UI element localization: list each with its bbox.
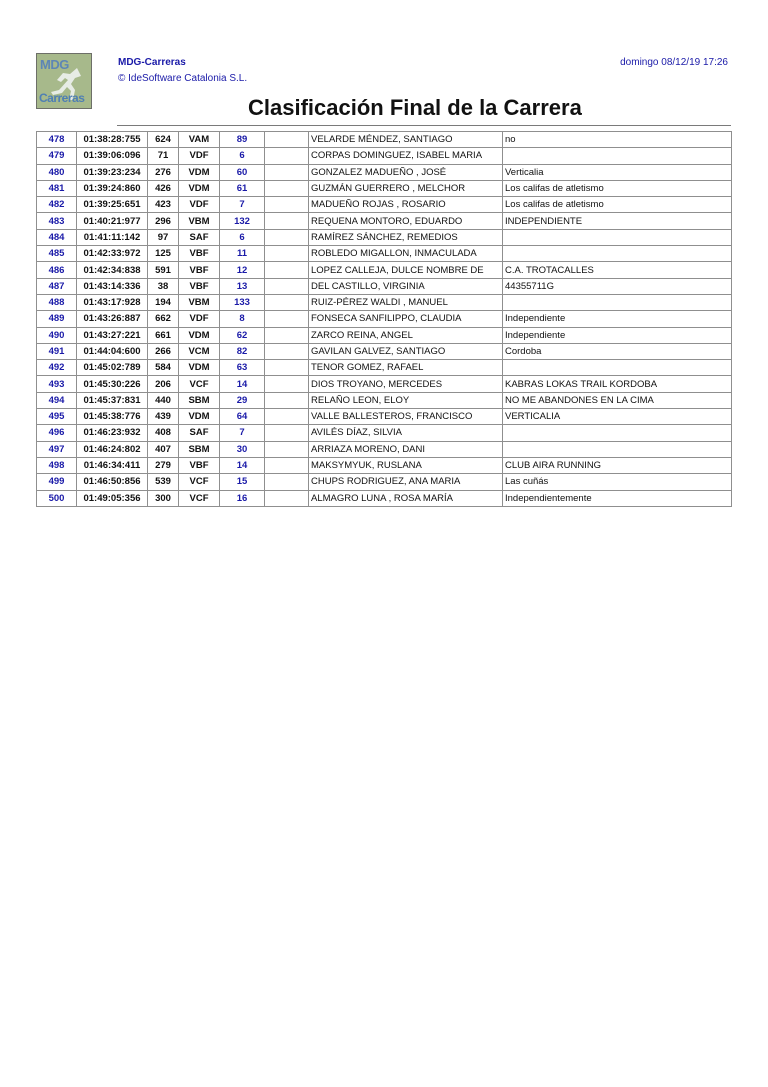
runner-name-cell: GUZMÁN GUERRERO , MELCHOR [309,180,503,196]
position-cell: 492 [37,360,77,376]
bib-number-cell: 194 [148,294,179,310]
runner-name-cell: DEL CASTILLO, VIRGINIA [309,278,503,294]
category-cell: VAM [179,132,220,148]
time-cell: 01:45:38:776 [77,409,148,425]
category-position-cell: 29 [220,392,265,408]
time-cell: 01:43:17:928 [77,294,148,310]
bib-number-cell: 584 [148,360,179,376]
empty-cell [265,262,309,278]
category-cell: SAF [179,425,220,441]
club-cell [503,148,732,164]
table-row [37,409,732,425]
table-row [37,229,732,245]
position-cell: 500 [37,490,77,506]
runner-name-cell: VALLE BALLESTEROS, FRANCISCO [309,409,503,425]
position-cell: 489 [37,311,77,327]
club-cell: VERTICALIA [503,409,732,425]
position-cell: 488 [37,294,77,310]
bib-number-cell: 407 [148,441,179,457]
empty-cell [265,474,309,490]
category-cell: VDM [179,360,220,376]
position-cell: 496 [37,425,77,441]
category-position-cell: 16 [220,490,265,506]
category-cell: VCM [179,343,220,359]
position-cell: 480 [37,164,77,180]
table-row [37,262,732,278]
position-cell: 497 [37,441,77,457]
category-cell: VDF [179,148,220,164]
app-name: MDG-Carreras [118,57,186,68]
time-cell: 01:44:04:600 [77,343,148,359]
time-cell: 01:42:34:838 [77,262,148,278]
position-cell: 484 [37,229,77,245]
position-cell: 482 [37,197,77,213]
club-cell: INDEPENDIENTE [503,213,732,229]
empty-cell [265,294,309,310]
category-position-cell: 6 [220,148,265,164]
category-position-cell: 14 [220,376,265,392]
bib-number-cell: 423 [148,197,179,213]
runner-name-cell: VELARDE MÉNDEZ, SANTIAGO [309,132,503,148]
position-cell: 487 [37,278,77,294]
bib-number-cell: 296 [148,213,179,229]
empty-cell [265,246,309,262]
category-position-cell: 12 [220,262,265,278]
club-cell: CLUB AIRA RUNNING [503,457,732,473]
page-title: Clasificación Final de la Carrera [248,95,582,120]
category-position-cell: 30 [220,441,265,457]
category-position-cell: 60 [220,164,265,180]
report-datetime: domingo 08/12/19 17:26 [620,57,728,68]
time-cell: 01:46:34:411 [77,457,148,473]
category-position-cell: 82 [220,343,265,359]
table-row [37,474,732,490]
bib-number-cell: 591 [148,262,179,278]
category-cell: SAF [179,229,220,245]
position-cell: 491 [37,343,77,359]
category-position-cell: 11 [220,246,265,262]
club-cell: Cordoba [503,343,732,359]
table-row [37,457,732,473]
bib-number-cell: 276 [148,164,179,180]
table-row [37,294,732,310]
category-position-cell: 13 [220,278,265,294]
club-cell [503,360,732,376]
category-position-cell: 89 [220,132,265,148]
position-cell: 495 [37,409,77,425]
runner-name-cell: RUIZ-PÉREZ WALDI , MANUEL [309,294,503,310]
club-cell: 44355711G [503,278,732,294]
empty-cell [265,360,309,376]
position-cell: 494 [37,392,77,408]
empty-cell [265,132,309,148]
runner-name-cell: CHUPS RODRIGUEZ, ANA MARIA [309,474,503,490]
time-cell: 01:43:26:887 [77,311,148,327]
bib-number-cell: 97 [148,229,179,245]
empty-cell [265,441,309,457]
category-position-cell: 132 [220,213,265,229]
empty-cell [265,148,309,164]
category-cell: VDM [179,180,220,196]
bib-number-cell: 279 [148,457,179,473]
copyright: © IdeSoftware Catalonia S.L. [118,73,248,84]
table-row [37,278,732,294]
time-cell: 01:42:33:972 [77,246,148,262]
table-row [37,376,732,392]
table-row [37,360,732,376]
club-cell [503,441,732,457]
table-row [37,148,732,164]
category-cell: VBF [179,246,220,262]
category-cell: VBF [179,262,220,278]
time-cell: 01:46:24:802 [77,441,148,457]
category-cell: VBF [179,278,220,294]
runner-name-cell: DIOS TROYANO, MERCEDES [309,376,503,392]
category-position-cell: 8 [220,311,265,327]
table-row [37,327,732,343]
bib-number-cell: 662 [148,311,179,327]
club-cell: no [503,132,732,148]
category-position-cell: 7 [220,425,265,441]
bib-number-cell: 661 [148,327,179,343]
empty-cell [265,327,309,343]
club-cell: KABRAS LOKAS TRAIL KORDOBA [503,376,732,392]
category-position-cell: 63 [220,360,265,376]
empty-cell [265,409,309,425]
table-row [37,213,732,229]
runner-name-cell: LOPEZ CALLEJA, DULCE NOMBRE DE [309,262,503,278]
empty-cell [265,490,309,506]
runner-name-cell: CORPAS DOMINGUEZ, ISABEL MARIA [309,148,503,164]
empty-cell [265,197,309,213]
runner-name-cell: GAVILAN GALVEZ, SANTIAGO [309,343,503,359]
category-cell: SBM [179,392,220,408]
category-cell: VDM [179,327,220,343]
position-cell: 490 [37,327,77,343]
category-position-cell: 7 [220,197,265,213]
category-cell: VDF [179,197,220,213]
club-cell: Independiente [503,327,732,343]
runner-name-cell: RELAÑO LEON, ELOY [309,392,503,408]
table-row [37,311,732,327]
runner-name-cell: ZARCO REINA, ANGEL [309,327,503,343]
club-cell [503,246,732,262]
bib-number-cell: 206 [148,376,179,392]
bib-number-cell: 440 [148,392,179,408]
category-position-cell: 14 [220,457,265,473]
club-cell: Independiente [503,311,732,327]
empty-cell [265,180,309,196]
category-position-cell: 62 [220,327,265,343]
runner-name-cell: ALMAGRO LUNA , ROSA MARÍA [309,490,503,506]
bib-number-cell: 426 [148,180,179,196]
position-cell: 483 [37,213,77,229]
category-position-cell: 15 [220,474,265,490]
club-cell: Independientemente [503,490,732,506]
time-cell: 01:39:23:234 [77,164,148,180]
category-cell: VBF [179,457,220,473]
club-cell [503,425,732,441]
category-cell: VDM [179,409,220,425]
time-cell: 01:39:24:860 [77,180,148,196]
table-row [37,392,732,408]
bib-number-cell: 38 [148,278,179,294]
time-cell: 01:39:06:096 [77,148,148,164]
category-cell: VBM [179,294,220,310]
club-cell: C.A. TROTACALLES [503,262,732,278]
bib-number-cell: 439 [148,409,179,425]
club-cell: Los califas de atletismo [503,180,732,196]
position-cell: 479 [37,148,77,164]
club-cell: Los califas de atletismo [503,197,732,213]
logo-text-top: MDG [40,57,69,72]
category-position-cell: 61 [220,180,265,196]
runner-name-cell: RAMÍREZ SÁNCHEZ, REMEDIOS [309,229,503,245]
title-divider [117,125,731,126]
bib-number-cell: 266 [148,343,179,359]
time-cell: 01:45:37:831 [77,392,148,408]
empty-cell [265,343,309,359]
category-cell: VCF [179,490,220,506]
empty-cell [265,376,309,392]
bib-number-cell: 125 [148,246,179,262]
runner-name-cell: ROBLEDO MIGALLON, INMACULADA [309,246,503,262]
bib-number-cell: 300 [148,490,179,506]
table-row [37,180,732,196]
time-cell: 01:40:21:977 [77,213,148,229]
empty-cell [265,278,309,294]
table-row [37,441,732,457]
time-cell: 01:49:05:356 [77,490,148,506]
category-cell: VCF [179,474,220,490]
time-cell: 01:41:11:142 [77,229,148,245]
empty-cell [265,392,309,408]
category-cell: VDF [179,311,220,327]
runner-name-cell: GONZALEZ MADUEÑO , JOSÉ [309,164,503,180]
bib-number-cell: 408 [148,425,179,441]
category-position-cell: 64 [220,409,265,425]
empty-cell [265,229,309,245]
logo-text-bottom: Carreras [39,91,85,105]
runner-name-cell: AVILÉS DÍAZ, SILVIA [309,425,503,441]
time-cell: 01:45:30:226 [77,376,148,392]
category-cell: VDM [179,164,220,180]
empty-cell [265,164,309,180]
runner-name-cell: FONSECA SANFILIPPO, CLAUDIA [309,311,503,327]
empty-cell [265,311,309,327]
club-cell [503,229,732,245]
empty-cell [265,457,309,473]
position-cell: 499 [37,474,77,490]
position-cell: 493 [37,376,77,392]
time-cell: 01:38:28:755 [77,132,148,148]
bib-number-cell: 624 [148,132,179,148]
table-row [37,197,732,213]
results-table [36,131,732,507]
runner-name-cell: TENOR GOMEZ, RAFAEL [309,360,503,376]
position-cell: 478 [37,132,77,148]
runner-name-cell: MAKSYMYUK, RUSLANA [309,457,503,473]
time-cell: 01:43:27:221 [77,327,148,343]
category-position-cell: 6 [220,229,265,245]
position-cell: 498 [37,457,77,473]
position-cell: 486 [37,262,77,278]
club-cell: Verticalia [503,164,732,180]
category-position-cell: 133 [220,294,265,310]
category-cell: VBM [179,213,220,229]
empty-cell [265,213,309,229]
table-row [37,343,732,359]
category-cell: VCF [179,376,220,392]
table-row [37,164,732,180]
time-cell: 01:45:02:789 [77,360,148,376]
time-cell: 01:43:14:336 [77,278,148,294]
time-cell: 01:46:50:856 [77,474,148,490]
time-cell: 01:39:25:651 [77,197,148,213]
empty-cell [265,425,309,441]
runner-name-cell: ARRIAZA MORENO, DANI [309,441,503,457]
position-cell: 481 [37,180,77,196]
club-cell: NO ME ABANDONES EN LA CIMA [503,392,732,408]
runner-name-cell: MADUEÑO ROJAS , ROSARIO [309,197,503,213]
time-cell: 01:46:23:932 [77,425,148,441]
table-row [37,132,732,148]
runner-name-cell: REQUENA MONTORO, EDUARDO [309,213,503,229]
table-row [37,246,732,262]
mdg-carreras-logo [36,53,92,109]
table-row [37,425,732,441]
category-cell: SBM [179,441,220,457]
table-row [37,490,732,506]
club-cell [503,294,732,310]
bib-number-cell: 71 [148,148,179,164]
position-cell: 485 [37,246,77,262]
bib-number-cell: 539 [148,474,179,490]
club-cell: Las cuñás [503,474,732,490]
